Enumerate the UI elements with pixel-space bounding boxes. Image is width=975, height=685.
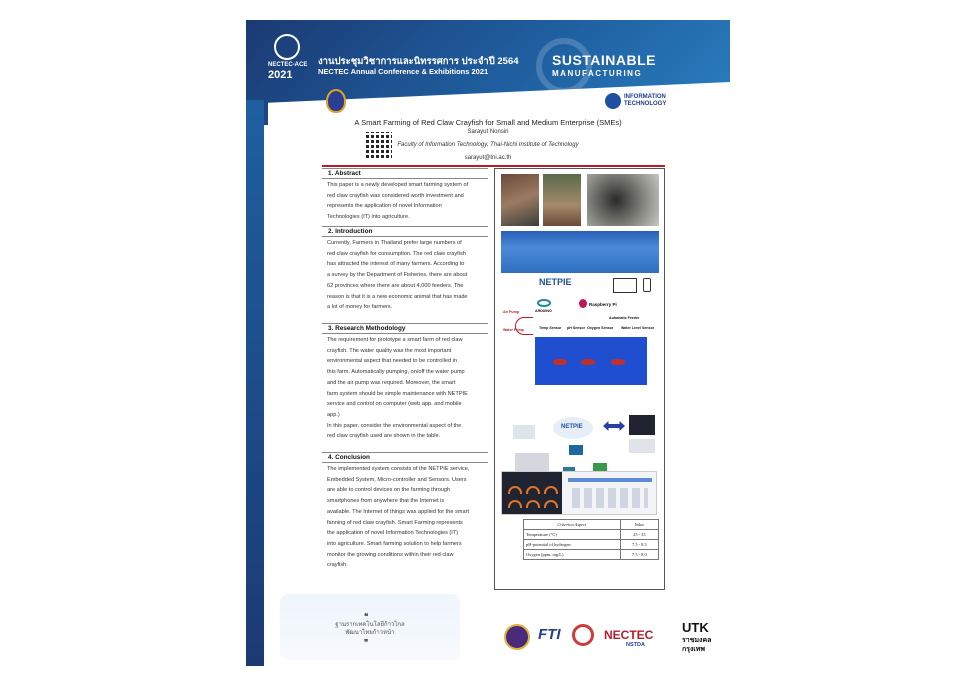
- dashboard-screenshot: [501, 471, 657, 515]
- table-cell: pH-potential of hydrogen: [524, 540, 621, 550]
- netpie-logo: NETPIE: [539, 277, 572, 287]
- table-cell: 25 - 35: [620, 530, 658, 540]
- section-body-methodology: The requirement for prototype a smart farm of red claw crayfish. The water quality was the most important environmental aspect that needed to be controlled in this farm. Automatically pumping, on/off the water pump and the air pump was required. Moreover, the smart farm system should be simple maintenance with NETPIE service and control on computer (web app. and mobile app.) In this paper, consider the environmental aspect of the red claw crayfish used are shown in the table.: [327, 337, 468, 440]
- web-app-thumb: [629, 439, 655, 453]
- crayfish-icon: [553, 359, 567, 365]
- paper-email[interactable]: sarayut@tni.ac.th: [464, 155, 512, 161]
- dashboard-dark-panel: [502, 472, 562, 514]
- monitor-icon: [613, 278, 637, 293]
- criterion-table: [523, 519, 659, 560]
- rmut-logo-line1: ราชมงคล: [682, 637, 712, 644]
- table-header-row: [524, 520, 659, 530]
- it-logo-line2: TECHNOLOGY: [624, 101, 667, 107]
- crayfish-photo-3: [587, 174, 659, 226]
- water-pump-label: Water Pump: [503, 328, 524, 332]
- section-body-abstract: This paper is a newly developed smart farming system of red claw crayfish was considered worth investment and represents the application of novel Information Technologies (IT) into agriculture.: [327, 182, 469, 221]
- paper-affiliation: Faculty of Information Technology, Thai-Nichi Institute of Technology: [397, 142, 579, 148]
- router-icon: [569, 445, 583, 455]
- table-cell: 7.5 - 8.5: [620, 540, 658, 550]
- crayfish-icon: [581, 359, 595, 365]
- crayfish-tank-diagram: [535, 337, 647, 385]
- dashboard-toolbar: [568, 478, 652, 482]
- farm-tanks-photo: [501, 231, 659, 273]
- sensor-label: Temp Sensor: [539, 326, 562, 330]
- red-divider: [322, 165, 665, 167]
- bidirectional-arrow-icon: [603, 421, 625, 431]
- crayfish-icon: [611, 359, 625, 365]
- red-swirl-logo-icon: [572, 624, 594, 646]
- pump-pipe: [515, 317, 533, 335]
- quote-line-2: พัฒนาไทยก้าวหน้า: [345, 630, 395, 636]
- theme-line-2: MANUFACTURING: [552, 69, 643, 78]
- conference-thai-title: งานประชุมวิชาการและนิทรรศการ ประจำปี 2564: [318, 56, 519, 67]
- arduino-icon: [537, 299, 551, 307]
- sensor-label: pH Sensor: [567, 326, 585, 330]
- gauge-icon: [544, 486, 558, 494]
- quote-close-icon: ❞: [364, 638, 369, 647]
- table-row: [524, 550, 659, 560]
- air-pump-label: Air Pump: [503, 310, 519, 314]
- gauge-icon: [508, 486, 522, 494]
- figure-column: [494, 168, 665, 590]
- raspberry-label: Raspberry Pi: [589, 302, 617, 307]
- ministry-seal-logo: [504, 624, 530, 650]
- gauge-icon: [508, 500, 522, 508]
- left-blue-stripe: [246, 100, 264, 666]
- section-heading: 1. Abstract: [322, 168, 488, 179]
- nectec-logo: NECTEC: [604, 628, 654, 642]
- dashboard-widgets: [572, 488, 648, 508]
- it-faculty-logo: [605, 93, 675, 111]
- raspberry-icon: [579, 299, 587, 308]
- mobile-app-thumb: [629, 415, 655, 435]
- gauge-icon: [526, 486, 540, 494]
- university-seal-logo: [326, 89, 346, 113]
- atom-ring-icon: [274, 34, 300, 60]
- feeder-label: Automatic Feeder: [609, 316, 640, 320]
- logo-year: 2021: [268, 69, 293, 81]
- conference-english-title: NECTEC Annual Conference & Exhibitions 2021: [318, 67, 489, 76]
- arduino-label: ARDUINO: [535, 309, 552, 313]
- gauge-icon: [526, 500, 540, 508]
- table-header: Criterion Aspect: [524, 520, 621, 530]
- quote-line-1: ฐานรากเทคโนโลยีก้าวไกล: [335, 622, 405, 628]
- utk-logo: UTK: [682, 620, 709, 635]
- quote-open-icon: ❝: [364, 612, 369, 621]
- section-body-introduction: Currently, Farmers in Thailand prefer large numbers of red claw crayfish for consumption. The red claw crayfish has attracted the interest of many farmers. According to a survey by the Department of Fisheries, there are about 62 provinces where there are about 4,000 feeders. The reason is that it is a new economic animal that has made a lot of money for farmers.: [327, 240, 468, 311]
- paper-title: A Smart Farming of Red Claw Crayfish for Small and Medium Enterprise (SMEs): [354, 118, 622, 127]
- paper-author: Sarayut Nonsiri: [467, 129, 509, 135]
- table-cell: Oxygen (ppm, mg/L): [524, 550, 621, 560]
- table-row: [524, 540, 659, 550]
- table-row: [524, 530, 659, 540]
- crayfish-photo-2: [543, 174, 581, 226]
- table-cell: 7.5 - 8.0: [620, 550, 658, 560]
- sensor-label: Water Level Sensor: [621, 326, 655, 330]
- sensor-label: Oxygen Sensor: [587, 326, 614, 330]
- section-heading: 2. Introduction: [322, 226, 488, 237]
- rmut-logo-line2: กรุงเทพ: [682, 646, 706, 653]
- table-header: Value: [620, 520, 658, 530]
- it-logo-line1: INFORMATION: [624, 94, 666, 100]
- crayfish-photo-1: [501, 174, 539, 226]
- device-thumb: [513, 425, 535, 439]
- netpie-cloud-label: NETPIE: [561, 424, 583, 430]
- gauge-icon: [544, 500, 558, 508]
- footer-quote: [330, 621, 410, 637]
- logo-label: NECTEC-ACE: [268, 62, 308, 68]
- text-column: [322, 168, 488, 590]
- section-body-conclusion: The implemented system consists of the NETPIE service, Embedded System, Micro-controller and Sensors. Users are able to control devices on the farming through smartphones from anywhere that the Internet is available. The Internet of things was applied for the smart fanning of red claw crayfish. Smart Farming represents the application of novel Information Technologies (IT) into agriculture. Smart farming solution to help farmers monitor the growing conditions within their red claw crayfish.: [327, 466, 470, 569]
- nectec-ace-logo: [268, 32, 308, 82]
- theme-line-1: SUSTAINABLE: [552, 52, 657, 68]
- table-cell: Temperature (°C): [524, 530, 621, 540]
- nstda-logo: NSTDA: [626, 642, 645, 648]
- section-heading: 4. Conclusion: [322, 452, 488, 463]
- fti-logo: FTI: [538, 626, 561, 643]
- section-heading: 3. Research Methodology: [322, 323, 488, 334]
- it-logo-icon: [605, 93, 621, 109]
- poster: [246, 20, 730, 666]
- smartphone-icon: [643, 278, 651, 292]
